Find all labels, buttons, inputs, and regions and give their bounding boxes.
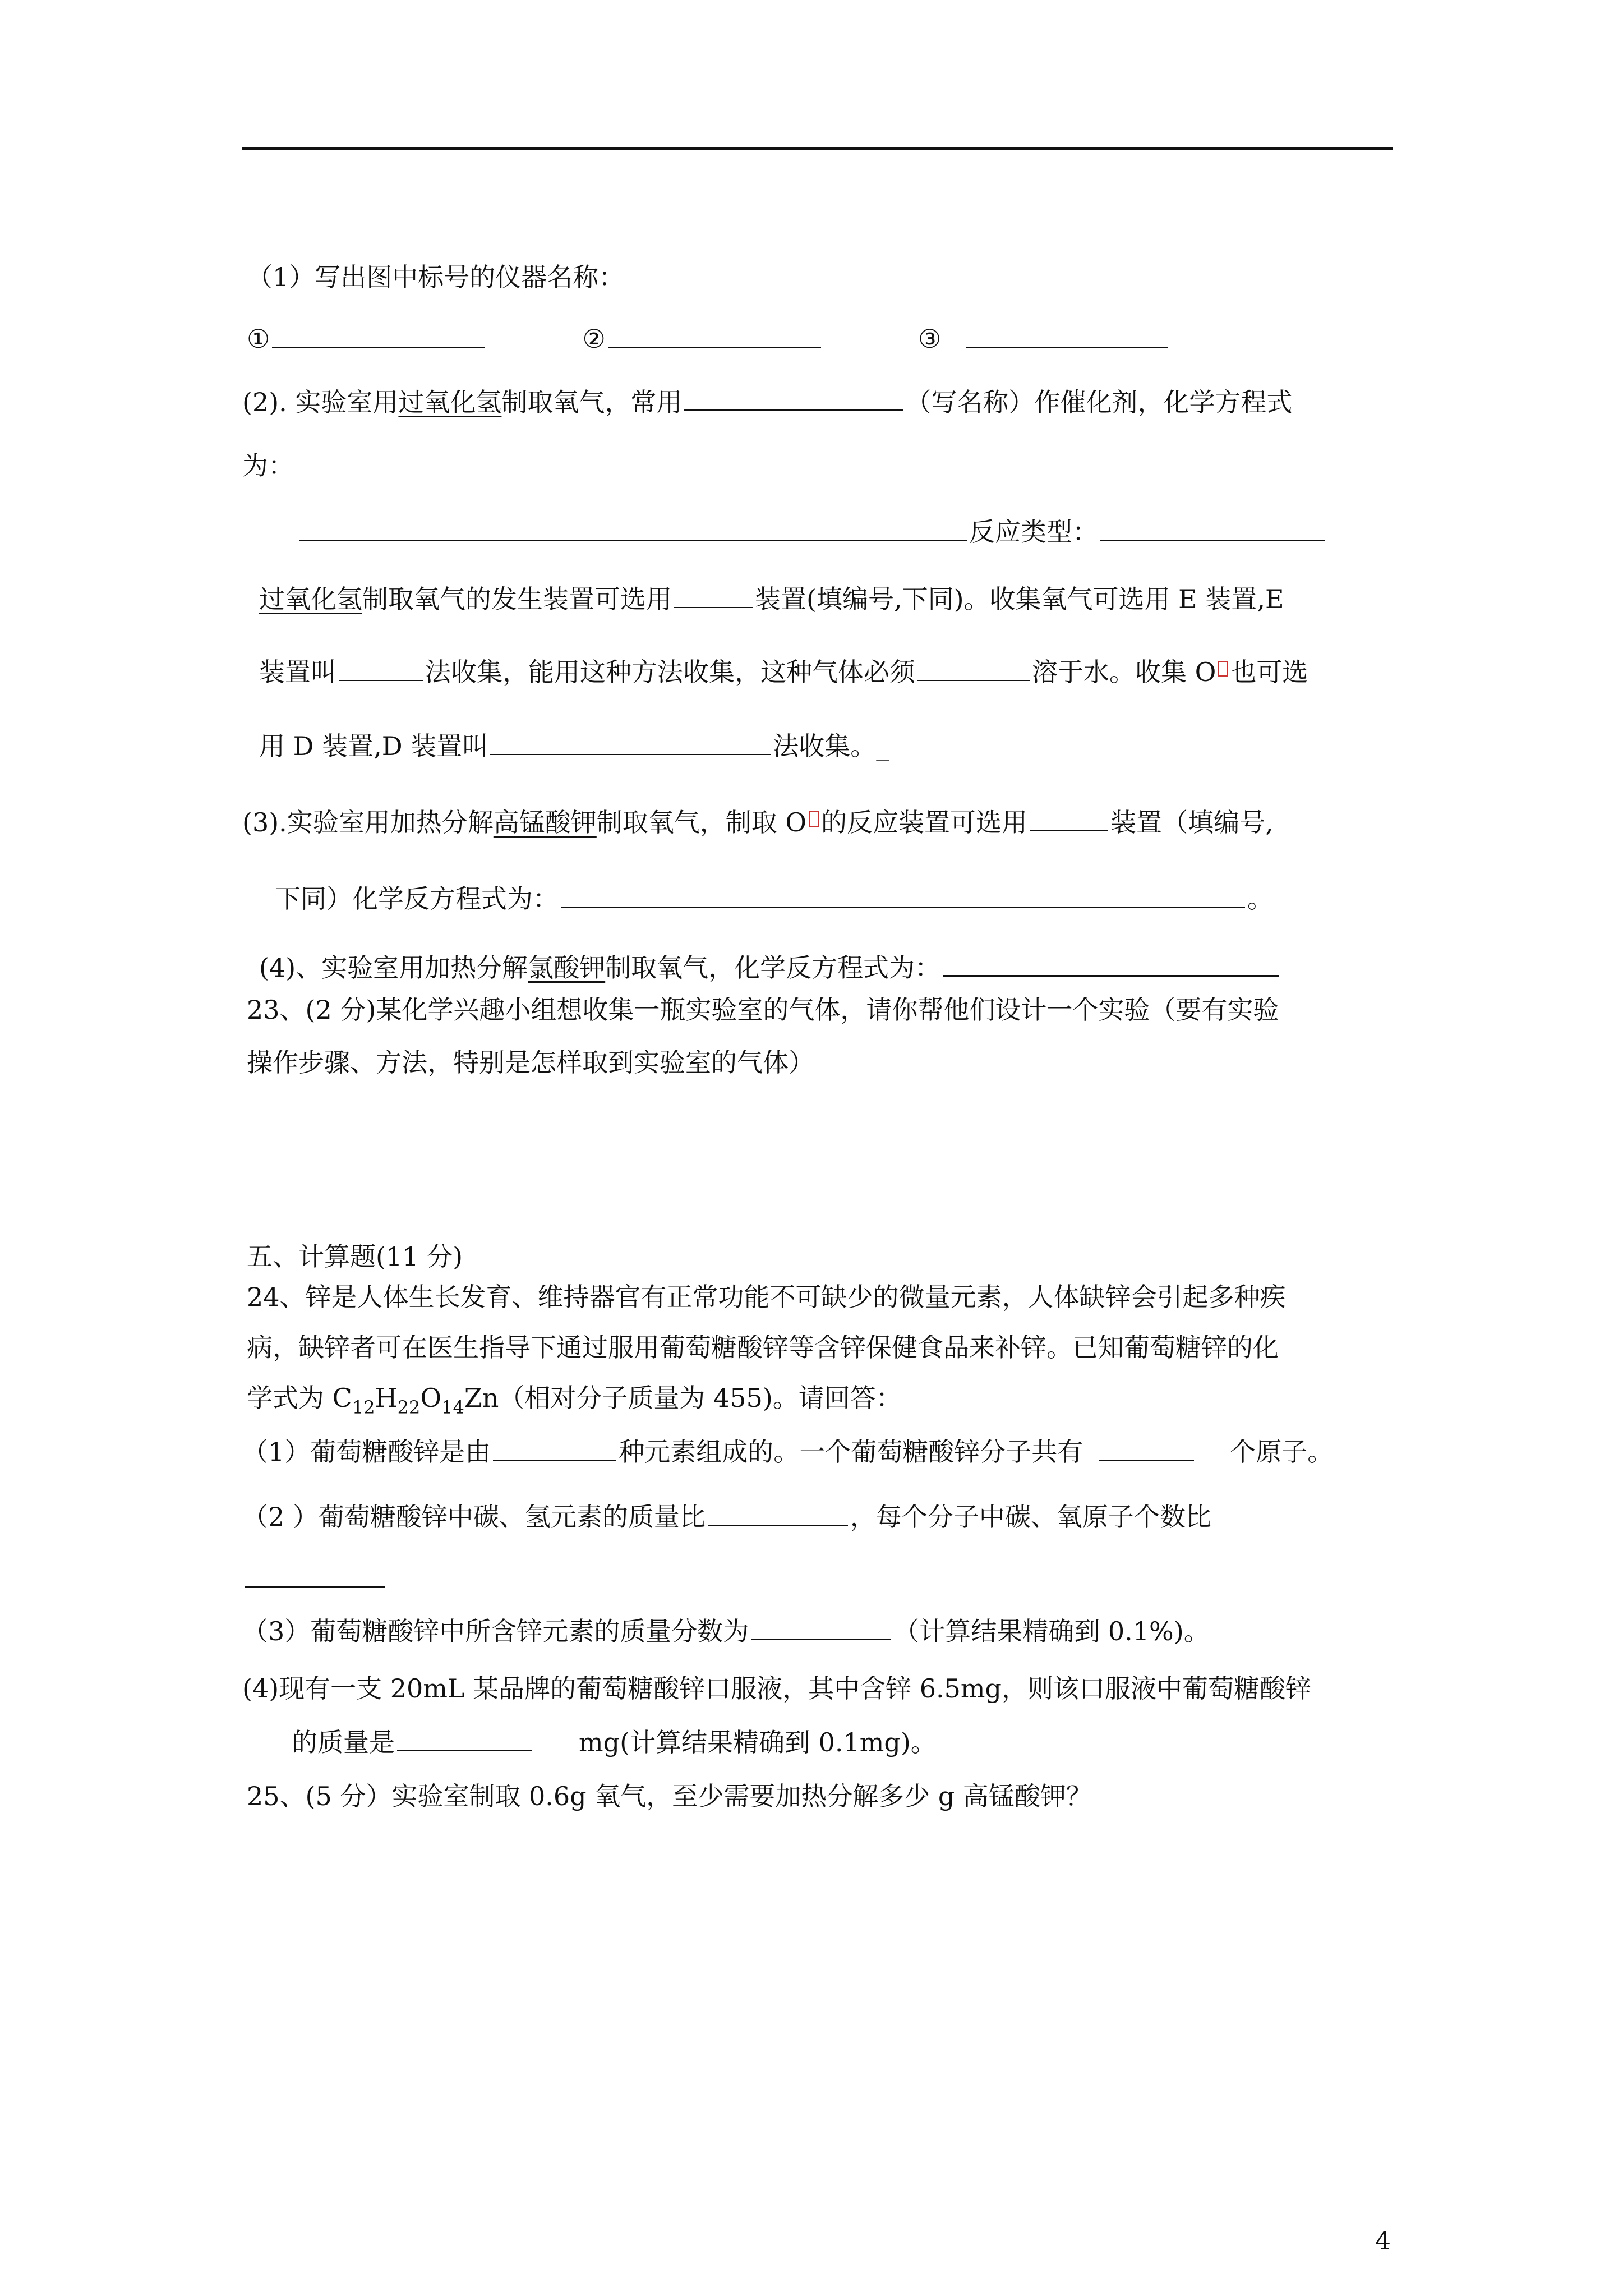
q22-part4: (4)、实验室用加热分解氯酸钾制取氧气，化学反方程式为： — [259, 948, 1281, 986]
blank-equation-kclo3[interactable] — [943, 948, 1279, 977]
blank-d-method[interactable] — [490, 727, 771, 755]
blank-instrument-1[interactable] — [272, 320, 485, 348]
blank-kmno4-apparatus[interactable] — [1030, 803, 1108, 831]
q22-part2-line5: 用 D 装置,D 装置叫 法收集。_ — [259, 727, 889, 764]
q24-answer2-blank-line — [245, 1559, 385, 1596]
q24-answer1: （1）葡萄糖酸锌是由 种元素组成的。一个葡萄糖酸锌分子共有 个原子。 — [242, 1433, 1333, 1470]
q24-line1: 24、锌是人体生长发育、维持器官有正常功能不可缺少的微量元素，人体缺锌会引起多种疾 — [247, 1282, 1286, 1312]
q22-part1: （1）写出图中标号的仪器名称： — [247, 262, 625, 292]
blank-equation-h2o2[interactable] — [299, 513, 967, 541]
blank-gluconate-mass[interactable] — [397, 1723, 532, 1751]
blank-reaction-type[interactable] — [1100, 513, 1325, 541]
q22-part3-line2: 下同）化学反方程式为： 。 — [275, 880, 1273, 917]
blank-zinc-fraction[interactable] — [751, 1612, 891, 1640]
instrument-blanks: ① ② ③ — [247, 320, 1170, 357]
q22-part3-line1: (3).实验室用加热分解高锰酸钾制取氧气，制取 O 的反应装置可选用 装置（填编号, — [242, 803, 1274, 840]
q22-equation-line: 反应类型： — [297, 513, 1327, 550]
blank-equation-kmno4[interactable] — [561, 880, 1245, 908]
blank-mass-ratio[interactable] — [708, 1498, 848, 1526]
q22-part2-line4: 装置叫 法收集，能用这种方法收集，这种气体必须 溶于水。收集 O 也可选 — [259, 653, 1308, 690]
q23-line2: 操作步骤、方法，特别是怎样取到实验室的气体） — [247, 1047, 814, 1078]
q24-line2: 病，缺锌者可在医生指导下通过服用葡萄糖酸锌等含锌保健食品来补锌。已知葡萄糖锌的化 — [247, 1332, 1279, 1363]
blank-generator[interactable] — [674, 580, 753, 608]
blank-e-method[interactable] — [339, 653, 423, 681]
q24-answer3: （3）葡萄糖酸锌中所含锌元素的质量分数为 （计算结果精确到 0.1%)。 — [242, 1612, 1210, 1649]
page-number: 4 — [1375, 2227, 1391, 2256]
q24-answer4-line1: (4)现有一支 20mL 某品牌的葡萄糖酸锌口服液，其中含锌 6.5mg，则该口服液中葡萄糖酸锌 — [242, 1673, 1311, 1704]
blank-atom-ratio[interactable] — [245, 1559, 385, 1588]
q22-part2-line2: 为： — [242, 450, 294, 481]
blank-solubility[interactable] — [917, 653, 1030, 681]
blank-catalyst[interactable] — [684, 383, 903, 411]
header-rule — [242, 147, 1393, 150]
missing-glyph-icon — [809, 811, 819, 827]
q24-answer2: （2 ）葡萄糖酸锌中碳、氢元素的质量比 ，每个分子中碳、氧原子个数比 — [242, 1498, 1211, 1535]
q24-answer4-line2: 的质量是 mg(计算结果精确到 0.1mg)。 — [292, 1723, 937, 1760]
missing-glyph-icon — [1218, 661, 1228, 677]
section-5-heading: 五、计算题(11 分) — [247, 1241, 463, 1272]
q25: 25、(5 分）实验室制取 0.6g 氧气，至少需要加热分解多少 g 高锰酸钾？ — [247, 1781, 1092, 1811]
blank-atom-count[interactable] — [1099, 1433, 1194, 1461]
blank-instrument-3[interactable] — [966, 320, 1168, 348]
q22-part2-line1: (2). 实验室用过氧化氢制取氧气，常用 （写名称）作催化剂，化学方程式 — [242, 383, 1292, 420]
blank-instrument-2[interactable] — [608, 320, 821, 348]
q22-part2-line3: 过氧化氢制取氧气的发生装置可选用 装置(填编号,下同)。收集氧气可选用 E 装置,E — [259, 580, 1284, 617]
q23-line1: 23、(2 分)某化学兴趣小组想收集一瓶实验室的气体，请你帮他们设计一个实验（要有实验 — [247, 995, 1279, 1025]
q24-line3: 学式为 $C_{12}H_{22}O_{14}Zn$（相对分子质量为 455)。请回答： — [247, 1383, 902, 1418]
blank-element-count[interactable] — [493, 1433, 616, 1461]
